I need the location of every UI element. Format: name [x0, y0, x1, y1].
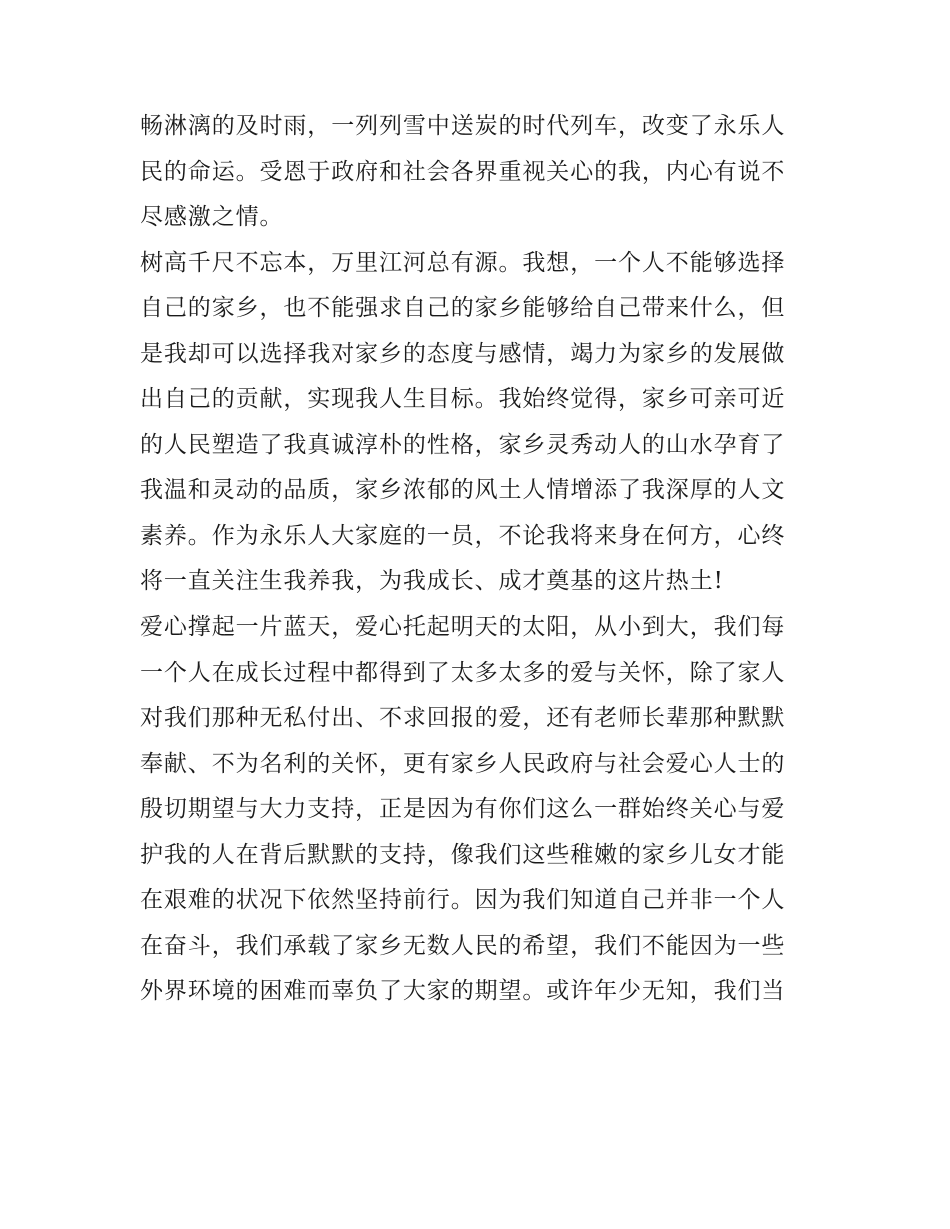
text-line: 在艰难的状况下依然坚持前行。因为我们知道自己并非一个人: [140, 887, 786, 914]
text-line: 护我的人在背后默默的支持，像我们这些稚嫩的家乡儿女才能: [140, 841, 786, 868]
text-line: 民的命运。受恩于政府和社会各界重视关心的我，内心有说不: [140, 158, 786, 185]
text-line: 将一直关注生我养我，为我成长、成才奠基的这片热土!: [140, 568, 724, 595]
text-line: 爱心撑起一片蓝天，爱心托起明天的太阳，从小到大，我们每: [140, 614, 786, 641]
text-line: 的人民塑造了我真诚淳朴的性格，家乡灵秀动人的山水孕育了: [140, 431, 786, 458]
text-line: 畅淋漓的及时雨，一列列雪中送炭的时代列车，改变了永乐人: [140, 113, 786, 139]
text-line: 奉献、不为名利的关怀，更有家乡人民政府与社会爱心人士的: [140, 750, 786, 777]
text-line: 素养。作为永乐人大家庭的一员，不论我将来身在何方，心终: [140, 522, 786, 549]
text-line: 一个人在成长过程中都得到了太多太多的爱与关怀，除了家人: [140, 659, 786, 686]
body-text: [140, 104, 820, 1015]
text-line: 自己的家乡，也不能强求自己的家乡能够给自己带来什么，但: [140, 295, 786, 322]
text-line: 尽感激之情。: [140, 204, 284, 231]
text-line: 外界环境的困难而辜负了大家的期望。或许年少无知，我们当: [140, 978, 786, 1005]
text-line: 对我们那种无私付出、不求回报的爱，还有老师长辈那种默默: [140, 705, 786, 732]
text-line: 树高千尺不忘本，万里江河总有源。我想，一个人不能够选择: [140, 249, 786, 276]
text-line: 在奋斗，我们承载了家乡无数人民的希望，我们不能因为一些: [140, 932, 786, 959]
text-line: 我温和灵动的品质，家乡浓郁的风土人情增添了我深厚的人文: [140, 477, 786, 504]
text-line: 殷切期望与大力支持，正是因为有你们这么一群始终关心与爱: [140, 796, 786, 823]
text-line: 是我却可以选择我对家乡的态度与感情，竭力为家乡的发展做: [140, 340, 786, 367]
text-line: 出自己的贡献，实现我人生目标。我始终觉得，家乡可亲可近: [140, 386, 786, 413]
